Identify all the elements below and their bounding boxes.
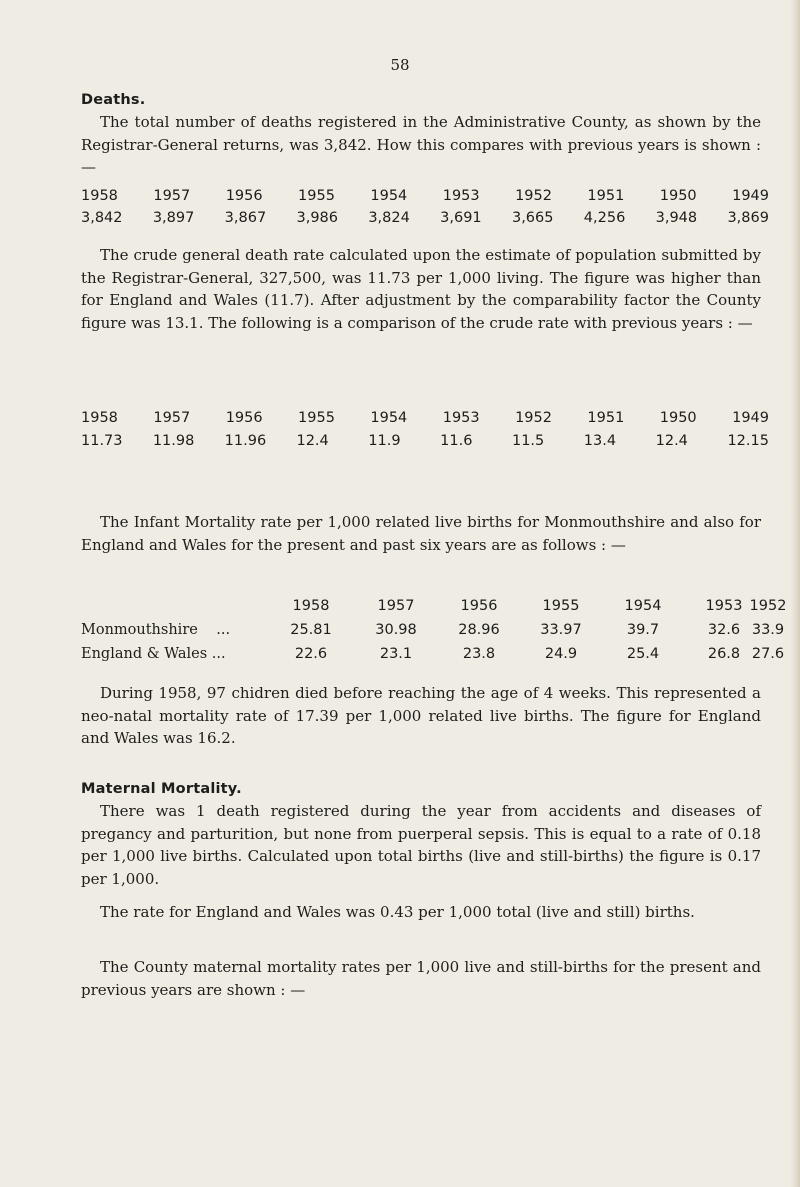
deaths-intro-paragraph bbox=[81, 111, 761, 179]
year-cell: 1949 bbox=[732, 410, 769, 426]
maternal-mortality-heading: Maternal Mortality. bbox=[81, 781, 242, 797]
infant-rate-cell: 27.6 bbox=[751, 646, 785, 662]
year-cell: 1958 bbox=[81, 410, 118, 426]
year-cell: 1955 bbox=[298, 410, 335, 426]
infant-rate-cell: 25.4 bbox=[626, 646, 660, 662]
death-rate-cell: 12.4 bbox=[296, 433, 329, 449]
infant-rate-cell: 23.8 bbox=[462, 646, 496, 662]
page-edge bbox=[790, 0, 800, 1187]
death-rate-cell: 11.5 bbox=[511, 433, 545, 449]
year-cell: 1957 bbox=[153, 410, 191, 426]
maternal-paragraph-1 bbox=[81, 800, 761, 890]
year-header-cell: 1953 bbox=[705, 598, 743, 614]
death-rate-cell: 11.73 bbox=[81, 433, 123, 449]
year-cell: 1949 bbox=[732, 188, 769, 204]
deaths-count-cell: 3,948 bbox=[655, 210, 698, 226]
infant-rate-cell: 22.6 bbox=[294, 646, 328, 662]
infant-rate-cell: 30.98 bbox=[375, 622, 417, 638]
year-cell: 1954 bbox=[370, 410, 408, 426]
totals-years-row bbox=[81, 188, 769, 204]
infant-rate-cell: 23.1 bbox=[379, 646, 413, 662]
deaths-count-cell: 3,869 bbox=[727, 210, 769, 226]
maternal-text-2: The rate for England and Wales was 0.43 per 1,000 total (live and still) births. bbox=[100, 903, 695, 921]
neonatal-paragraph bbox=[81, 682, 761, 750]
year-cell: 1956 bbox=[225, 188, 263, 204]
deaths-count-cell: 4,256 bbox=[583, 210, 626, 226]
rates-values-row bbox=[81, 433, 769, 449]
infant-rate-cell: 28.96 bbox=[458, 622, 500, 638]
death-rate-cell: 11.9 bbox=[368, 433, 401, 449]
page-number: 58 bbox=[390, 56, 410, 74]
deaths-count-cell: 3,824 bbox=[368, 210, 410, 226]
death-rate-cell: 12.4 bbox=[655, 433, 688, 449]
death-rate-cell: 11.98 bbox=[152, 433, 195, 449]
maternal-paragraph-3 bbox=[81, 956, 761, 1001]
row-label: England & Wales ... bbox=[81, 646, 226, 662]
infant-rate-cell: 39.7 bbox=[626, 622, 660, 638]
deaths-heading: Deaths. bbox=[81, 92, 146, 108]
infant-mortality-paragraph bbox=[81, 511, 761, 556]
deaths-count-cell: 3,867 bbox=[224, 210, 267, 226]
death-rate-cell: 11.6 bbox=[440, 433, 473, 449]
infant-rate-cell: 26.8 bbox=[707, 646, 741, 662]
year-cell: 1951 bbox=[587, 410, 625, 426]
deaths-count-cell: 3,897 bbox=[152, 210, 195, 226]
rates-years-row bbox=[81, 410, 769, 426]
year-header-cell: 1954 bbox=[624, 598, 662, 614]
year-header-cell: 1952 bbox=[749, 598, 787, 614]
death-rate-paragraph bbox=[81, 244, 761, 334]
year-cell: 1955 bbox=[298, 188, 335, 204]
death-rate-text: The crude general death rate calculated upon the estimate of population submitted by the Registrar-General, 327,500, was 11.73 per 1,000 living. The figure was higher than for England and Wales (11.7). After adjustment by the comparability factor the County figure was 13.1. The following is a comparison of the crude rate with previous years : — bbox=[81, 246, 761, 332]
year-cell: 1953 bbox=[442, 410, 480, 426]
year-cell: 1952 bbox=[515, 410, 552, 426]
infant-rate-cell: 33.97 bbox=[540, 622, 582, 638]
year-cell: 1956 bbox=[225, 410, 263, 426]
deaths-count-cell: 3,665 bbox=[511, 210, 554, 226]
deaths-count-cell: 3,986 bbox=[296, 210, 338, 226]
year-header-cell: 1958 bbox=[292, 598, 330, 614]
year-header-cell: 1957 bbox=[377, 598, 415, 614]
deaths-intro-text: The total number of deaths registered in the Administrative County, as shown by the Registrar-General returns, was 3,842. How this compares with previous years is shown : — bbox=[81, 113, 761, 176]
maternal-text-1: There was 1 death registered during the year from accidents and diseases of pregancy and parturition, but none from puerperal sepsis. This is equal to a rate of 0.18 per 1,000 live births. Calculated upon total births (live and still-births) the figure is 0.17 per 1,000. bbox=[81, 802, 761, 888]
year-cell: 1957 bbox=[153, 188, 191, 204]
infant-rate-cell: 32.6 bbox=[707, 622, 741, 638]
year-cell: 1951 bbox=[587, 188, 625, 204]
maternal-paragraph-2 bbox=[81, 901, 761, 924]
year-header-cell: 1956 bbox=[460, 598, 498, 614]
infant-rate-cell: 24.9 bbox=[544, 646, 578, 662]
death-rate-cell: 11.96 bbox=[224, 433, 267, 449]
deaths-count-cell: 3,691 bbox=[440, 210, 482, 226]
row-label: Monmouthshire ... bbox=[81, 622, 231, 638]
infant-mortality-text: The Infant Mortality rate per 1,000 related live births for Monmouthshire and also for England and Wales for the present and past six years are as follows : — bbox=[81, 513, 761, 554]
infant-rate-cell: 33.9 bbox=[751, 622, 785, 638]
year-cell: 1954 bbox=[370, 188, 408, 204]
year-header-cell: 1955 bbox=[542, 598, 580, 614]
year-cell: 1958 bbox=[81, 188, 118, 204]
infant-rate-cell: 25.81 bbox=[290, 622, 332, 638]
maternal-text-3: The County maternal mortality rates per 1,000 live and still-births for the present and previous years are shown : — bbox=[81, 958, 761, 999]
death-rate-cell: 13.4 bbox=[583, 433, 617, 449]
deaths-count-cell: 3,842 bbox=[81, 210, 123, 226]
death-rate-cell: 12.15 bbox=[727, 433, 769, 449]
year-cell: 1953 bbox=[442, 188, 480, 204]
year-cell: 1950 bbox=[659, 410, 697, 426]
totals-values-row bbox=[81, 210, 769, 226]
year-cell: 1950 bbox=[659, 188, 697, 204]
year-cell: 1952 bbox=[515, 188, 552, 204]
neonatal-text: During 1958, 97 chidren died before reaching the age of 4 weeks. This represented a neo-natal mortality rate of 17.39 per 1,000 related live births. The figure for England and Wales was 16.2. bbox=[81, 684, 761, 747]
